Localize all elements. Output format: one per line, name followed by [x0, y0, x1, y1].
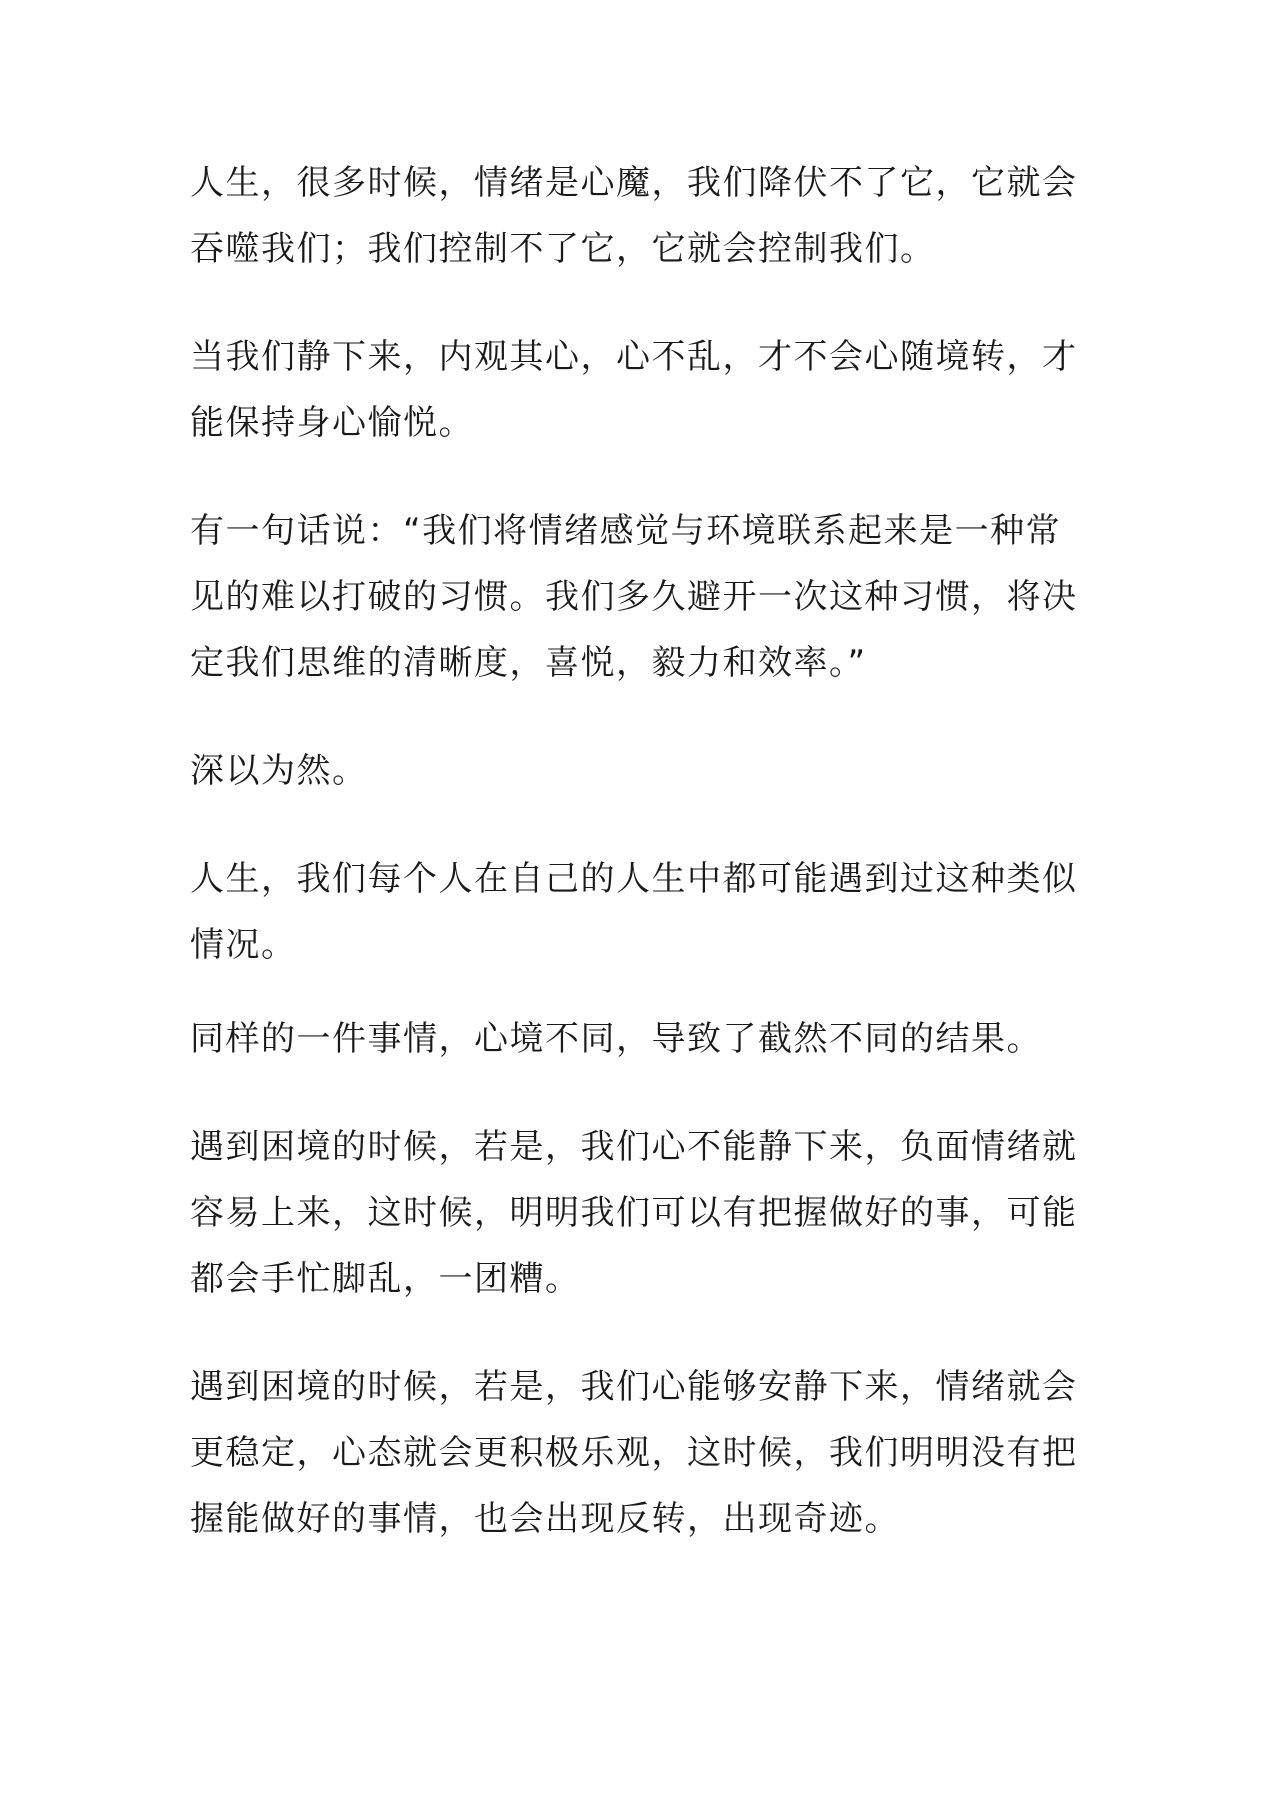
paragraph-3	[190, 498, 1090, 696]
document-page	[190, 150, 1090, 1552]
paragraph-line: 定我们思维的清晰度，喜悦，毅力和效率。”	[190, 643, 867, 683]
paragraph-line: 吞噬我们；我们控制不了它，它就会控制我们。	[190, 229, 936, 269]
paragraph-line: 握能做好的事情，也会出现反转，出现奇迹。	[190, 1499, 900, 1539]
paragraph-gap	[190, 1072, 1090, 1114]
paragraph-gap	[190, 1312, 1090, 1354]
paragraph-gap	[190, 804, 1090, 846]
paragraph-gap	[190, 282, 1090, 324]
paragraph-line: 遇到困境的时候，若是，我们心不能静下来，负面情绪就	[190, 1127, 1078, 1167]
paragraph-line: 人生，很多时候，情绪是心魔，我们降伏不了它，它就会	[190, 163, 1078, 203]
paragraph-line: 情况。	[190, 925, 297, 965]
paragraph-6	[190, 1006, 1090, 1072]
paragraph-4	[190, 738, 1090, 804]
paragraph-line: 能保持身心愉悦。	[190, 403, 474, 443]
paragraph-line: 深以为然。	[190, 751, 368, 791]
paragraph-7	[190, 1114, 1090, 1312]
paragraph-line: 同样的一件事情，心境不同，导致了截然不同的结果。	[190, 1019, 1042, 1059]
paragraph-5	[190, 846, 1090, 978]
paragraph-gap	[190, 978, 1090, 1006]
paragraph-1	[190, 150, 1090, 282]
paragraph-line: 当我们静下来，内观其心，心不乱，才不会心随境转，才	[190, 337, 1078, 377]
paragraph-line: 容易上来，这时候，明明我们可以有把握做好的事，可能	[190, 1193, 1078, 1233]
paragraph-line: 都会手忙脚乱，一团糟。	[190, 1259, 581, 1299]
paragraph-gap	[190, 696, 1090, 738]
paragraph-line: 人生，我们每个人在自己的人生中都可能遇到过这种类似	[190, 859, 1078, 899]
paragraph-8	[190, 1354, 1090, 1552]
paragraph-gap	[190, 456, 1090, 498]
paragraph-line: 更稳定，心态就会更积极乐观，这时候，我们明明没有把	[190, 1433, 1078, 1473]
paragraph-line: 遇到困境的时候，若是，我们心能够安静下来，情绪就会	[190, 1367, 1078, 1407]
paragraph-line: 有一句话说：“我们将情绪感觉与环境联系起来是一种常	[190, 511, 1062, 551]
paragraph-line: 见的难以打破的习惯。我们多久避开一次这种习惯，将决	[190, 577, 1078, 617]
paragraph-2	[190, 324, 1090, 456]
